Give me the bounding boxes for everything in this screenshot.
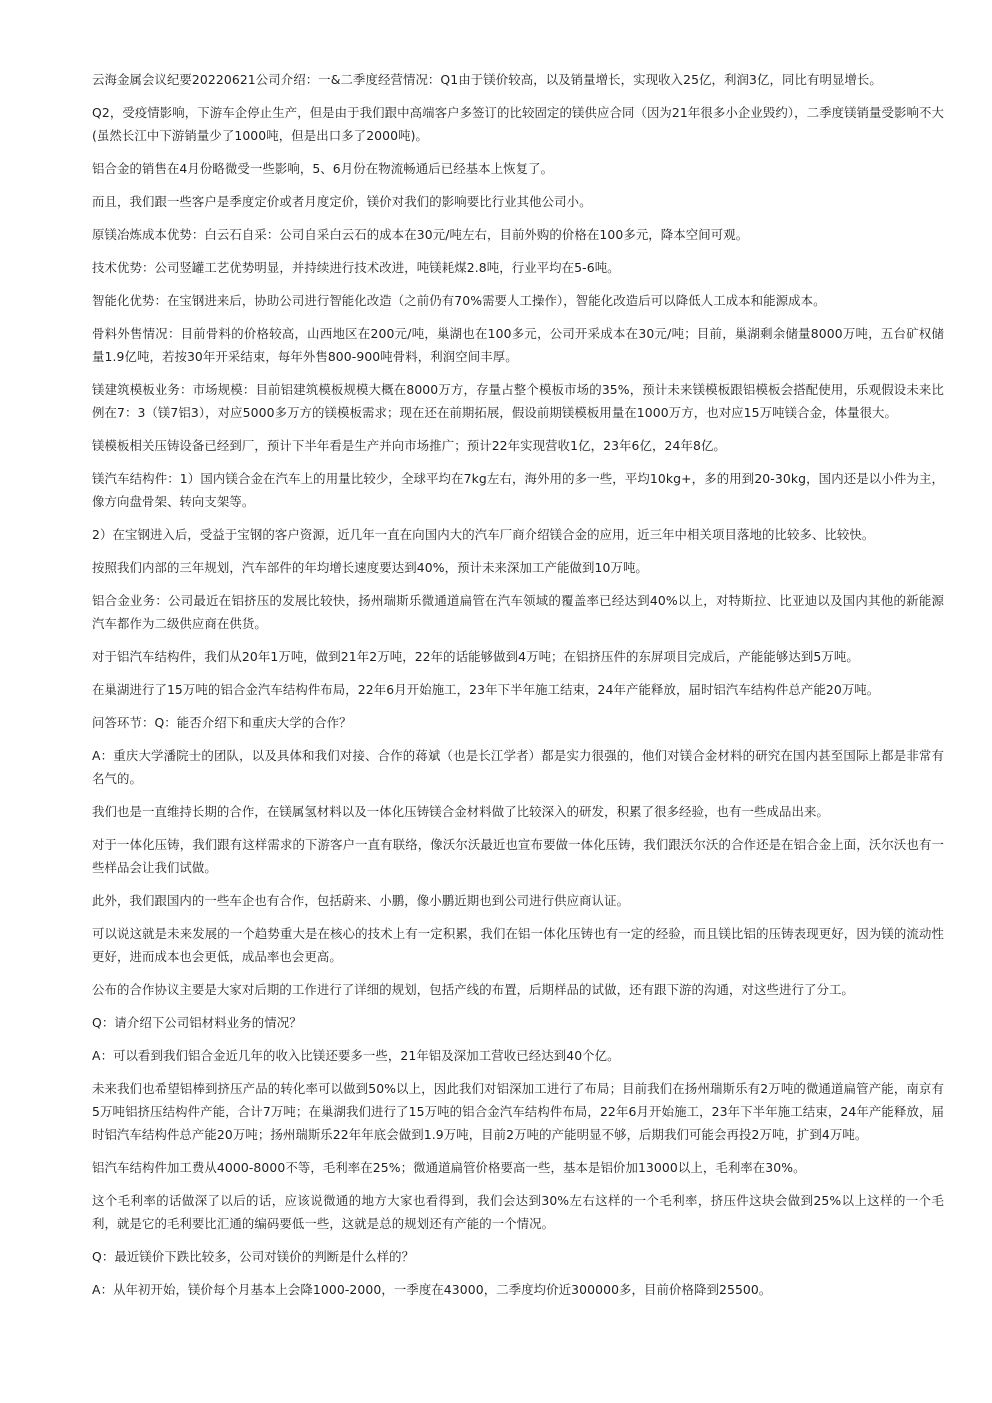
paragraph: 镁模板相关压铸设备已经到厂，预计下半年看是生产并向市场推广；预计22年实现营收1亿，23年6亿，24年8亿。 [92,438,726,453]
paragraph: Q：最近镁价下跌比较多，公司对镁价的判断是什么样的？ [92,1249,415,1264]
paragraph: A：从年初开始，镁价每个月基本上会降1000-2000，一季度在43000，二季度均价近300000多，目前价格降到25500。 [92,1282,772,1297]
paragraph: Q：请介绍下公司铝材料业务的情况？ [92,1015,302,1030]
paragraph: 对于一体化压铸，我们跟有这样需求的下游客户一直有联络，像沃尔沃最近也宣布要做一体化压铸，我们跟沃尔沃的合作还是在铝合金上面，沃尔沃也有一些样品会让我们试做。 [92,837,944,875]
paragraph: 此外，我们跟国内的一些车企也有合作，包括蔚来、小鹏，像小鹏近期也到公司进行供应商认证。 [92,893,630,908]
paragraph: 而且，我们跟一些客户是季度定价或者月度定价，镁价对我们的影响要比行业其他公司小。 [92,194,592,209]
paragraph: 按照我们内部的三年规划，汽车部件的年均增长速度要达到40%，预计未来深加工产能做到10万吨。 [92,560,648,575]
paragraph: 铝合金的销售在4月份略微受一些影响，5、6月份在物流畅通后已经基本上恢复了。 [92,161,554,176]
paragraph: 公布的合作协议主要是大家对后期的工作进行了详细的规划，包括产线的布置，后期样品的试做，还有跟下游的沟通，对这些进行了分工。 [92,982,854,997]
paragraph: 云海金属会议纪要20220621公司介绍：一&二季度经营情况：Q1由于镁价较高，以及销量增长，实现收入25亿，利润3亿，同比有明显增长。 [92,72,882,87]
paragraph: 智能化优势：在宝钢进来后，协助公司进行智能化改造（之前仍有70%需要人工操作），智能化改造后可以降低人工成本和能源成本。 [92,293,826,308]
paragraph: Q2，受疫情影响，下游车企停止生产，但是由于我们跟中高端客户多签订的比较固定的镁供应合同（因为21年很多小企业毁约），二季度镁销量受影响不大(虽然长江中下游销量少了1000吨，但是出口多了2000吨)。 [92,105,944,143]
paragraph: 我们也是一直维持长期的合作，在镁属氢材料以及一体化压铸镁合金材料做了比较深入的研发，积累了很多经验，也有一些成品出来。 [92,804,829,819]
paragraph: A：可以看到我们铝合金近几年的收入比镁还要多一些，21年铝及深加工营收已经达到40个亿。 [92,1048,620,1063]
paragraph: A：重庆大学潘院士的团队，以及具体和我们对接、合作的蒋斌（也是长江学者）都是实力很强的，他们对镁合金材料的研究在国内甚至国际上都是非常有名气的。 [92,748,944,786]
paragraph: 2）在宝钢进入后，受益于宝钢的客户资源，近几年一直在向国内大的汽车厂商介绍镁合金的应用，近三年中相关项目落地的比较多、比较快。 [92,527,875,542]
document-body [92,68,944,1311]
paragraph: 这个毛利率的话做深了以后的话，应该说微通的地方大家也看得到，我们会达到30%左右这样的一个毛利率，挤压件这块会做到25%以上这样的一个毛利，就是它的毛利要比汇通的编码要低一些，这就是总的规划还有产能的一个情况。 [92,1193,944,1231]
paragraph: 镁汽车结构件：1）国内镁合金在汽车上的用量比较少，全球平均在7kg左右，海外用的多一些，平均10kg+，多的用到20-30kg，国内还是以小件为主，像方向盘骨架、转向支架等。 [92,471,944,509]
paragraph: 骨料外售情况：目前骨料的价格较高，山西地区在200元/吨，巢湖也在100多元，公司开采成本在30元/吨；目前，巢湖剩余储量8000万吨，五台矿权储量1.9亿吨，若按30年开采结束，每年外售800-900吨骨料，利润空间丰厚。 [92,326,944,364]
paragraph: 技术优势：公司竖罐工艺优势明显，并持续进行技术改进，吨镁耗煤2.8吨，行业平均在5-6吨。 [92,260,620,275]
paragraph: 在巢湖进行了15万吨的铝合金汽车结构件布局，22年6月开始施工，23年下半年施工结束，24年产能释放，届时铝汽车结构件总产能20万吨。 [92,682,880,697]
paragraph: 未来我们也希望铝棒到挤压产品的转化率可以做到50%以上，因此我们对铝深加工进行了布局；目前我们在扬州瑞斯乐有2万吨的微通道扁管产能，南京有5万吨铝挤压结构件产能，合计7万吨；在巢湖我们进行了15万吨的铝合金汽车结构件布局，22年6月开始施工，23年下半年施工结束，24年产能释放，届时铝汽车结构件总产能20万吨；扬州瑞斯乐22年年底会做到1.9万吨，目前2万吨的产能明显不够，后期我们可能会再投2万吨，扩到4万吨。 [92,1081,944,1142]
paragraph: 问答环节：Q：能否介绍下和重庆大学的合作？ [92,715,352,730]
paragraph: 可以说这就是未来发展的一个趋势重大是在核心的技术上有一定积累，我们在铝一体化压铸也有一定的经验，而且镁比铝的压铸表现更好，因为镁的流动性更好，进而成本也会更低，成品率也会更高。 [92,926,944,964]
paragraph: 对于铝汽车结构件，我们从20年1万吨，做到21年2万吨，22年的话能够做到4万吨；在铝挤压件的东屏项目完成后，产能能够达到5万吨。 [92,649,859,664]
paragraph: 铝汽车结构件加工费从4000-8000不等，毛利率在25%；微通道扁管价格要高一些，基本是铝价加13000以上，毛利率在30%。 [92,1160,806,1175]
paragraph: 铝合金业务：公司最近在铝挤压的发展比较快，扬州瑞斯乐微通道扁管在汽车领域的覆盖率已经达到40%以上，对特斯拉、比亚迪以及国内其他的新能源汽车都作为二级供应商在供货。 [92,593,944,631]
paragraph: 镁建筑模板业务：市场规模：目前铝建筑模板规模大概在8000万方，存量占整个模板市场的35%，预计未来镁模板跟铝模板会搭配使用，乐观假设未来比例在7：3（镁7铝3），对应5000多万方的镁模板需求；现在还在前期拓展，假设前期镁模板用量在1000万方，也对应15万吨镁合金，体量很大。 [92,382,944,420]
paragraph: 原镁冶炼成本优势：白云石自采：公司自采白云石的成本在30元/吨左右，目前外购的价格在100多元，降本空间可观。 [92,227,749,242]
